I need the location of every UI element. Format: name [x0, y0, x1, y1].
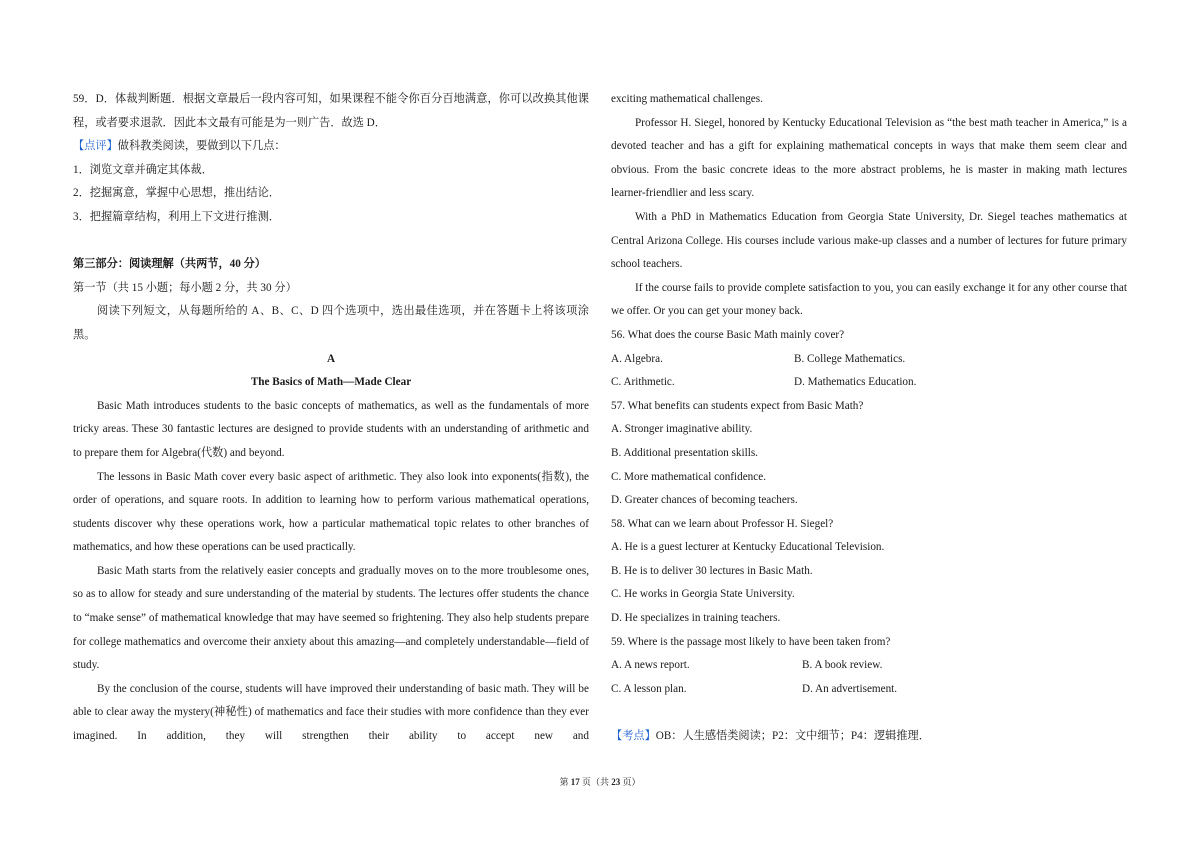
comment-text: 做科教类阅读，要做到以下几点： [117, 140, 286, 153]
page-number: 17 [570, 777, 580, 787]
option-b: B. College Mathematics. [794, 352, 906, 365]
left-column [73, 88, 589, 749]
passage-paragraph: Professor H. Siegel, honored by Kentucky Educational Television as “the best math teacher in America,” is a devoted teacher and has a gift for explaining mathematical concepts in ways that make them seem clear and obvious. From the basic concrete ideas to the more abstract problems, he is master in making math lectures learner-friendlier and less scary. [611, 116, 1127, 200]
comment [73, 135, 589, 159]
instruction: 阅读下列短文，从每题所给的 A、B、C、D 四个选项中，选出最佳选项，并在答题卡上将该项涂黑。 [73, 305, 589, 341]
spacer [611, 701, 1127, 725]
option-c: C. A lesson plan. [611, 682, 687, 695]
question-56-options-row1 [611, 348, 1127, 372]
option-c: C. Arithmetic. [611, 376, 675, 389]
option-a: A. He is a guest lecturer at Kentucky Educational Television. [611, 541, 885, 554]
passage-paragraph: Basic Math introduces students to the basic concepts of mathematics, as well as the fundamentals of more tricky areas. These 30 fantastic lectures are designed to provide students with an understanding of arithmetic and to prepare them for Algebra(代数) and beyond. [73, 399, 589, 459]
passage-paragraph: The lessons in Basic Math cover every basic aspect of arithmetic. They also look into exponents(指数), the order of operations, and square roots. In addition to learning how to perform various mathematical operations, students discover why these operations work, how a particular mathematical topic relates to other branches of mathematics, and how these operations can be used practically. [73, 470, 589, 554]
section-title: 第三部分：阅读理解（共两节，40 分） [73, 258, 266, 271]
kaodian-tag: 【考点】 [611, 730, 656, 743]
passage-paragraph: Basic Math starts from the relatively easier concepts and gradually moves on to the more troublesome ones, so as to allow for steady and sure understanding of the material by students. The lectures offer students the chance to “make sense” of mathematical knowledge that may have seemed so frightening. They also help students prepare for college mathematics and overcome their anxiety about this amazing—and completely understandable—field of study. [73, 564, 589, 672]
option-a: A. Stronger imaginative ability. [611, 423, 753, 436]
footer-text: 页（共 [579, 777, 612, 787]
passage-paragraph: By the conclusion of the course, students will have improved their understanding of basic math. They will be able to clear away the mystery(神秘性) of mathematics and face their studies with more confidence than they ever imagined. In addition, they will strengthen their ability to accept new and [73, 682, 589, 743]
footer-text: 第 [559, 777, 571, 787]
right-column [611, 88, 1127, 749]
option-d: D. An advertisement. [802, 682, 898, 695]
question-59-options-row2 [611, 678, 1127, 702]
spacer [73, 230, 589, 254]
question-58-stem: 58. What can we learn about Professor H. Siegel? [611, 517, 834, 530]
passage-title: The Basics of Math—Made Clear [250, 376, 412, 389]
option-a: A. Algebra. [611, 352, 663, 365]
kaodian [611, 725, 1127, 749]
option-a: A. A news report. [611, 659, 690, 672]
page-footer [0, 775, 1200, 788]
section-subtitle: 第一节（共 15 小题；每小题 2 分，共 30 分） [73, 281, 297, 294]
option-d: D. He specializes in training teachers. [611, 612, 781, 625]
option-b: B. Additional presentation skills. [611, 446, 758, 459]
comment-tag: 【点评】 [73, 140, 118, 153]
tip-item: 3．把握篇章结构，利用上下文进行推测． [73, 210, 280, 223]
passage-continuation: exciting mathematical challenges. [611, 93, 763, 105]
question-57-stem: 57. What benefits can students expect from Basic Math? [611, 399, 864, 412]
question-59-stem: 59. Where is the passage most likely to have been taken from? [611, 635, 891, 648]
tip-item: 1．浏览文章并确定其体裁． [73, 163, 213, 176]
analysis-59: 59．D．体裁判断题．根据文章最后一段内容可知，如果课程不能令你百分百地满意，你可以改换其他课程，或者要求退款．因此本文最有可能是为一则广告．故选 D． [73, 93, 589, 129]
passage-letter: A [326, 352, 336, 365]
option-d: D. Mathematics Education. [794, 376, 917, 389]
option-b: B. He is to deliver 30 lectures in Basic Math. [611, 564, 813, 577]
question-56-options-row2 [611, 371, 1127, 395]
passage-paragraph: If the course fails to provide complete satisfaction to you, you can easily exchange it for any other course that we offer. Or you can get your money back. [611, 281, 1127, 318]
option-b: B. A book review. [802, 659, 883, 672]
passage-paragraph: With a PhD in Mathematics Education from Georgia State University, Dr. Siegel teaches mathematics at Central Arizona College. His courses include various make-up classes and a number of lectures for future primary school teachers. [611, 210, 1127, 271]
question-59-options-row1 [611, 654, 1127, 678]
page-total: 23 [611, 777, 621, 787]
tip-item: 2．挖掘寓意，掌握中心思想，推出结论． [73, 187, 280, 200]
option-d: D. Greater chances of becoming teachers. [611, 494, 798, 507]
option-c: C. More mathematical confidence. [611, 470, 767, 483]
option-c: C. He works in Georgia State University. [611, 588, 795, 601]
question-56-stem: 56. What does the course Basic Math mainly cover? [611, 328, 845, 341]
footer-text: 页） [620, 777, 641, 787]
kaodian-text: OB：人生感悟类阅读；P2：文中细节；P4：逻辑推理． [655, 730, 930, 743]
